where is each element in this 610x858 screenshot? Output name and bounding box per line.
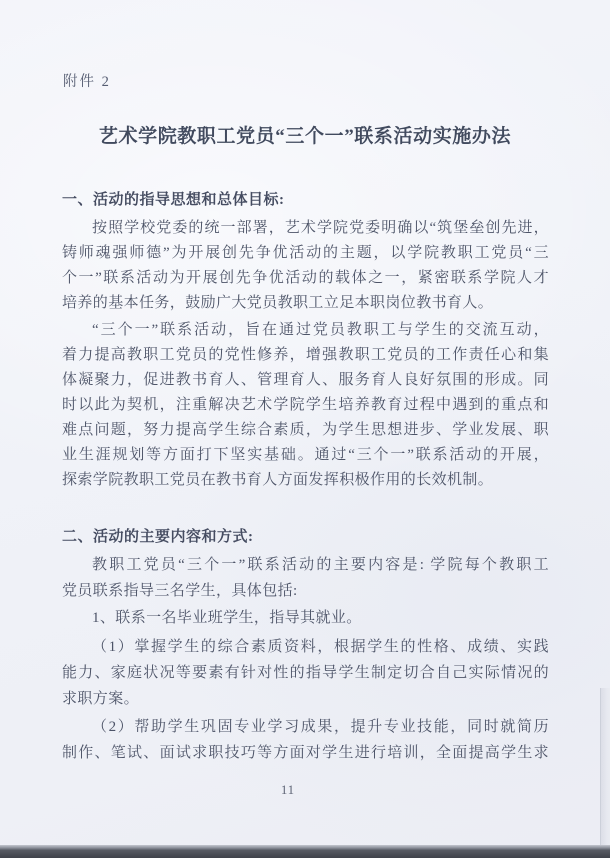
paragraph-line: 体凝聚力，促进教书育人、管理育人、服务育人良好氛围的形成。同 bbox=[62, 372, 549, 388]
paper-right-edge bbox=[600, 688, 610, 848]
paragraph-line: 教职工党员“三个一”联系活动的主要内容是: 学院每个教职工 bbox=[92, 557, 549, 573]
paragraph-line: 业生涯规划等方面打下坚实基础。通过“三个一”联系活动的开展， bbox=[62, 447, 549, 463]
paragraph-line: 按照学校党委的统一部署，艺术学院党委明确以“筑堡垒创先进， bbox=[92, 220, 549, 236]
document-body bbox=[62, 188, 549, 766]
attachment-label: 附件 2 bbox=[63, 74, 111, 90]
document-title: 艺术学院教职工党员“三个一”联系活动实施办法 bbox=[98, 126, 512, 147]
paragraph-line: （1）掌握学生的综合素质资料，根据学生的性格、成绩、实践 bbox=[92, 639, 549, 655]
paragraph-line: 探索学院教职工党员在教书育人方面发挥积极作用的长效机制。 bbox=[62, 472, 494, 488]
section2-subitem1 bbox=[62, 634, 549, 712]
section1-paragraph1 bbox=[62, 216, 549, 316]
paragraph-line: （2）帮助学生巩固专业学习成果，提升专业技能，同时就简历 bbox=[92, 719, 549, 735]
page-number: 11 bbox=[280, 783, 296, 797]
section2-item1 bbox=[62, 605, 549, 631]
paragraph-line: 党员联系指导三名学生，具体包括: bbox=[62, 583, 298, 599]
paragraph-line: 铸师魂强师德”为开展创先争优活动的主题，以学院教职工党员“三 bbox=[62, 245, 549, 261]
paragraph-line: 制作、笔试、面试求职技巧等方面对学生进行培训，全面提高学生求 bbox=[62, 745, 549, 761]
section2-heading: 二、活动的主要内容和方式: bbox=[62, 529, 254, 545]
paragraph-line: 难点问题，努力提高学生综合素质，为学生思想进步、学业发展、职 bbox=[62, 422, 549, 438]
scan-bottom-band bbox=[0, 850, 610, 858]
paragraph-line: 求职方案。 bbox=[62, 691, 140, 707]
paragraph-line: 着力提高教职工党员的党性修养，增强教职工党员的工作责任心和集 bbox=[62, 347, 549, 363]
section2-subitem2 bbox=[62, 714, 549, 766]
paragraph-line: “三个一”联系活动，旨在通过党员教职工与学生的交流互动， bbox=[92, 322, 549, 338]
paragraph-line: 个一”联系活动为开展创先争优活动的载体之一，紧密联系学院人才 bbox=[62, 270, 549, 286]
section1-heading: 一、活动的指导思想和总体目标: bbox=[62, 192, 285, 208]
paragraph-line: 能力、家庭状况等要素有针对性的指导学生制定切合自己实际情况的 bbox=[62, 665, 549, 681]
section1-paragraph2 bbox=[62, 318, 549, 493]
paragraph-line: 时以此为契机，注重解决艺术学院学生培养教育过程中遇到的重点和 bbox=[62, 397, 549, 413]
list-item: 1、联系一名毕业班学生，指导其就业。 bbox=[92, 610, 362, 626]
paragraph-line: 培养的基本任务，鼓励广大党员教职工立足本职岗位教书育人。 bbox=[62, 295, 494, 311]
section2-intro bbox=[62, 552, 549, 604]
